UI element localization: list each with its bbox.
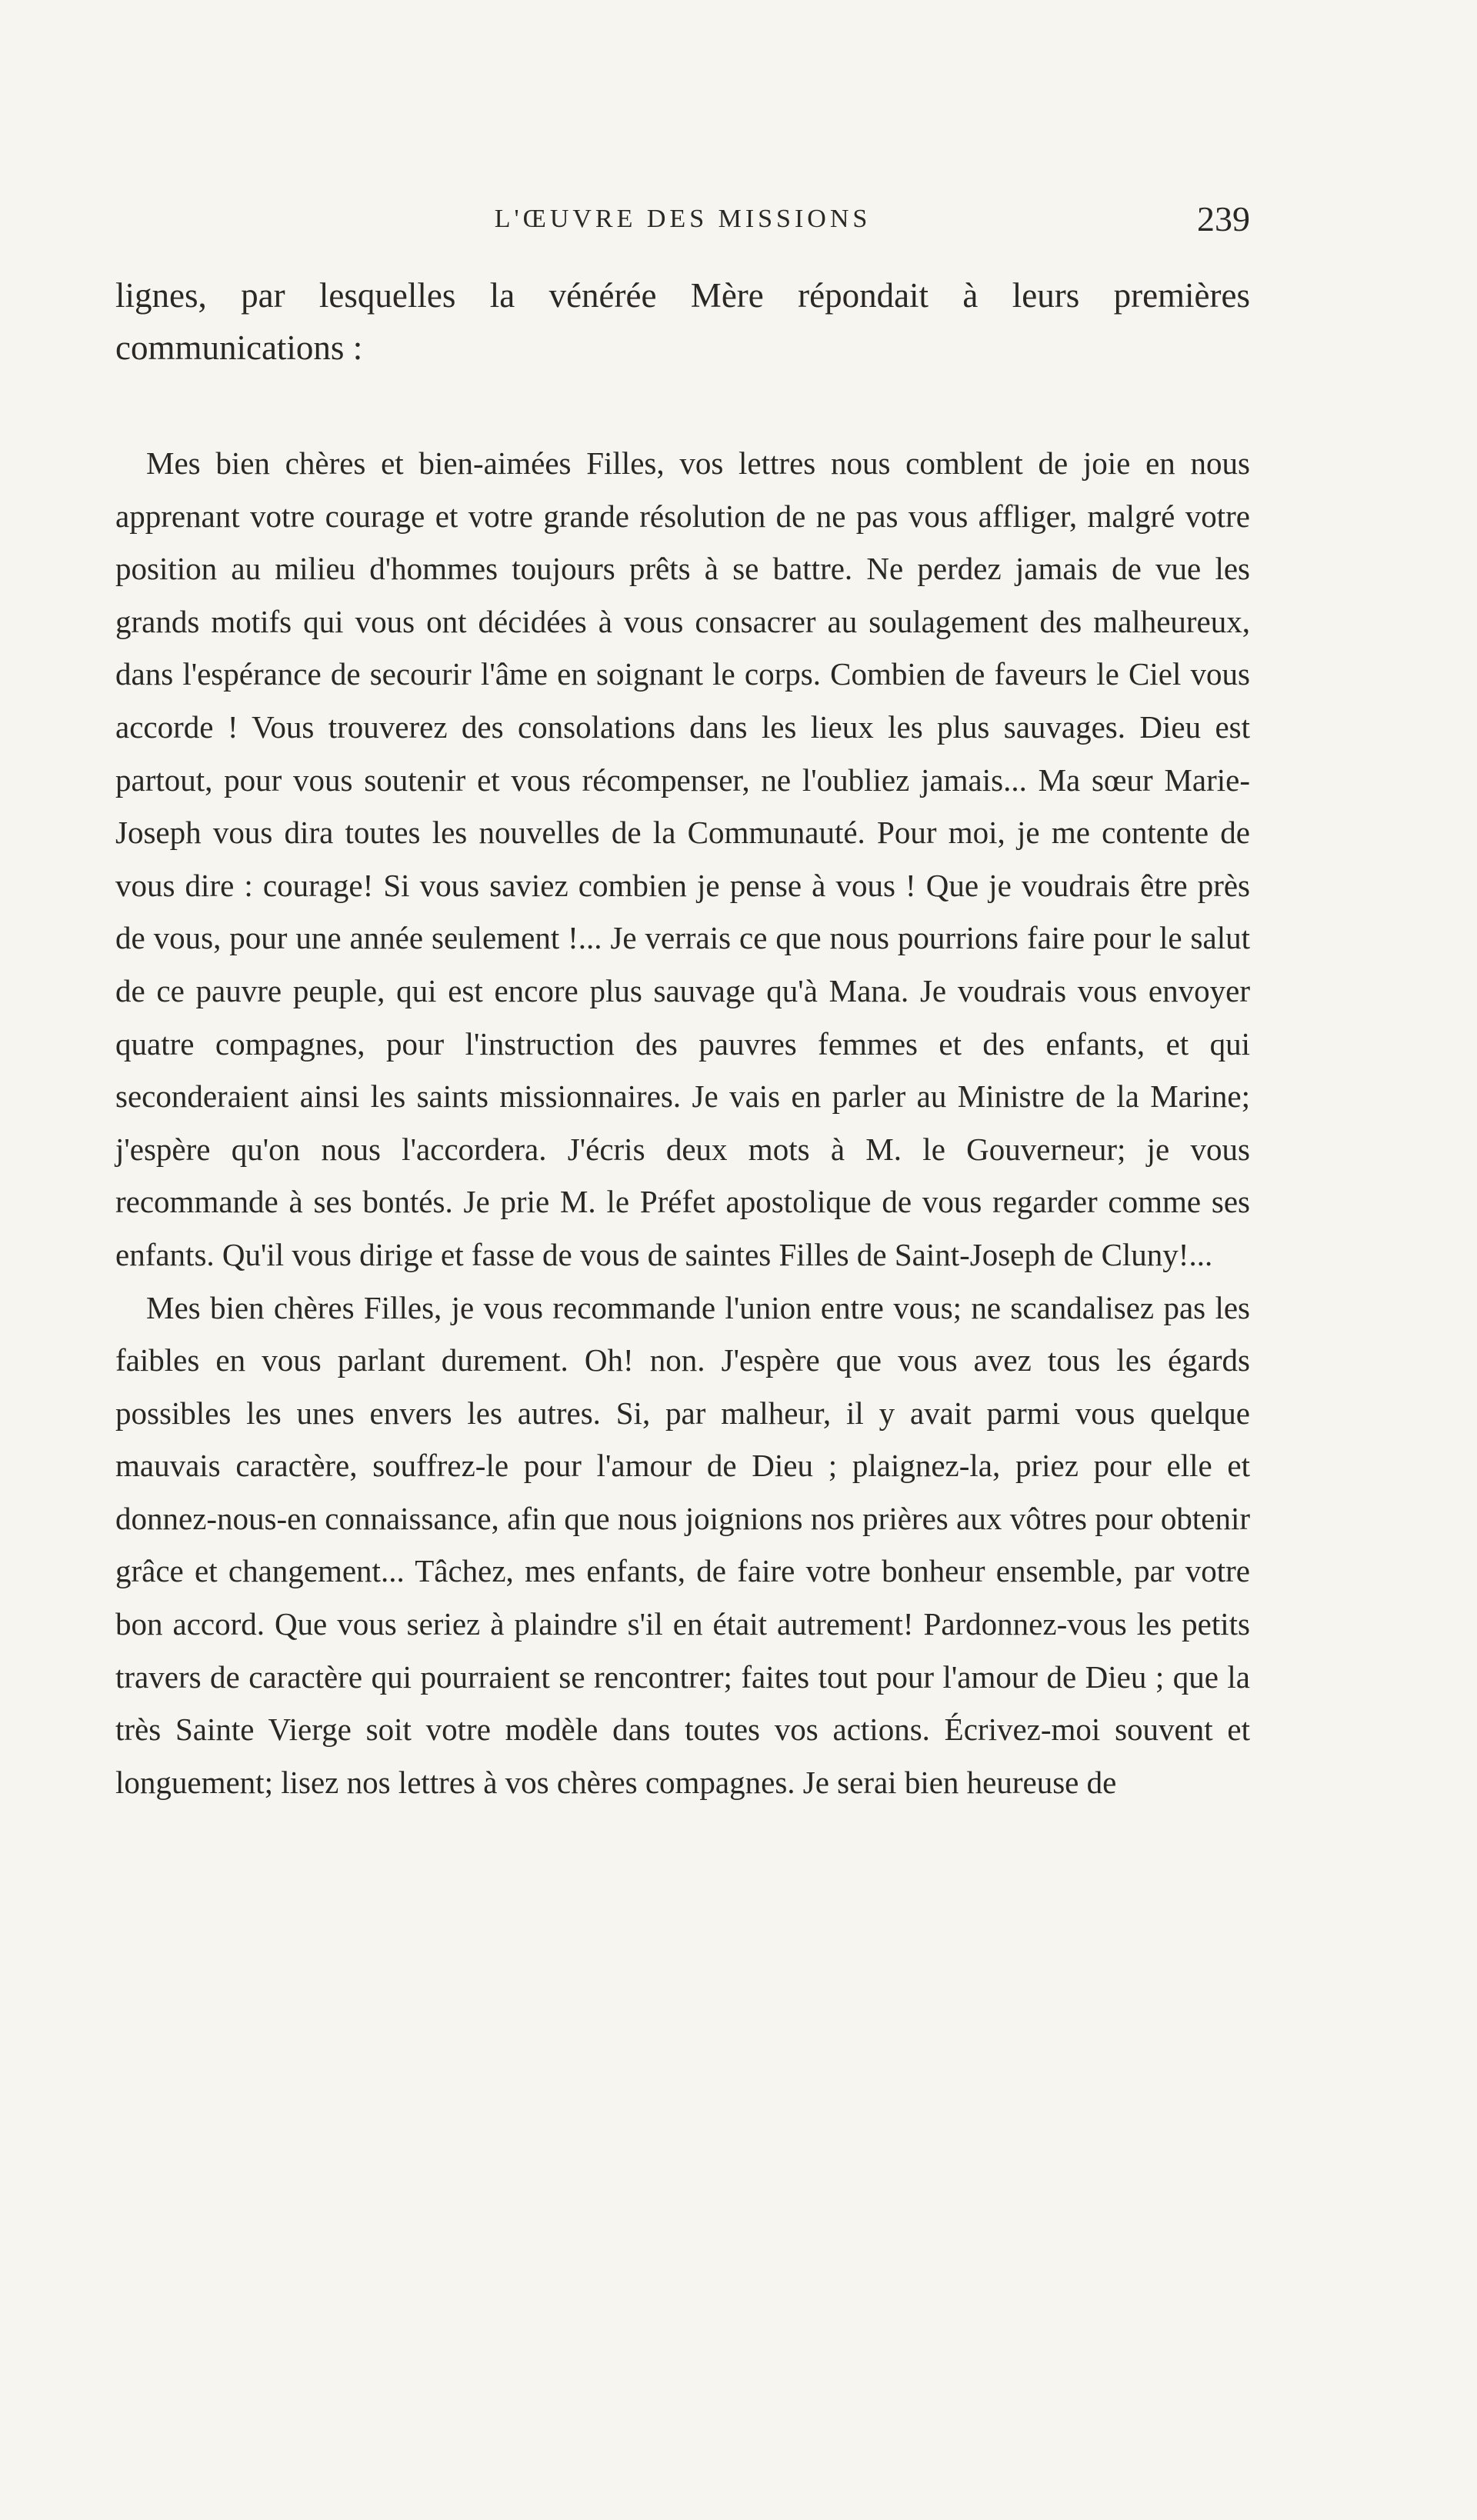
page-header (115, 198, 1250, 252)
letter-paragraph: Mes bien chères Filles, je vous recommande l'union entre vous; ne scandalisez pas les faibles en vous parlant durement. Oh! non. J'espère que vous avez tous les égards possibles les unes envers les autres. Si, par malheur, il y avait parmi vous quelque mauvais caractère, souffrez-le pour l'amour de Dieu ; plaignez-la, priez pour elle et donnez-nous-en connaissance, afin que nous joignions nos prières aux vôtres pour obtenir grâce et changement... Tâchez, mes enfants, de faire votre bonheur ensemble, par votre bon accord. Que vous seriez à plaindre s'il en était autrement! Pardonnez-vous les petits travers de caractère qui pourraient se rencontrer; faites tout pour l'amour de Dieu ; que la très Sainte Vierge soit votre modèle dans toutes vos actions. Écrivez-moi souvent et longuement; lisez nos lettres à vos chères compagnes. Je serai bien heureuse de (115, 1289, 1250, 1800)
letter-body (115, 437, 1250, 1808)
letter-paragraph: Mes bien chères et bien-aimées Filles, vos lettres nous comblent de joie en nous apprenant votre courage et votre grande résolution de ne pas vous affliger, malgré votre position au milieu d'hommes toujours prêts à se battre. Ne perdez jamais de vue les grands motifs qui vous ont décidées à vous consacrer au soulagement des malheureux, dans l'espérance de secourir l'âme en soignant le corps. Combien de faveurs le Ciel vous accorde ! Vous trouverez des consolations dans les lieux les plus sauvages. Dieu est partout, pour vous soutenir et vous récompenser, ne l'oubliez jamais... Ma sœur Marie-Joseph vous dira toutes les nouvelles de la Communauté. Pour moi, je me contente de vous dire : courage! Si vous saviez combien je pense à vous ! Que je voudrais être près de vous, pour une année seulement !... Je verrais ce que nous pourrions faire pour le salut de ce pauvre peuple, qui est encore plus sauvage qu'à Mana. Je voudrais vous envoyer quatre compagnes, pour l'instruction des pauvres femmes et des enfants, et qui seconderaient ainsi les saints missionnaires. Je vais en parler au Ministre de la Marine; j'espère qu'on nous l'accordera. J'écris deux mots à M. le Gouverneur; je vous recommande à ses bontés. Je prie M. le Préfet apostolique de vous regarder comme ses enfants. Qu'il vous dirige et fasse de vous de saintes Filles de Saint-Joseph de Cluny!... (115, 445, 1250, 1272)
running-title: L'ŒUVRE DES MISSIONS (494, 205, 872, 233)
intro-paragraph: lignes, par lesquelles la vénérée Mère répondait à leurs premières communications : (115, 276, 1250, 367)
page-number: 239 (1197, 199, 1250, 238)
